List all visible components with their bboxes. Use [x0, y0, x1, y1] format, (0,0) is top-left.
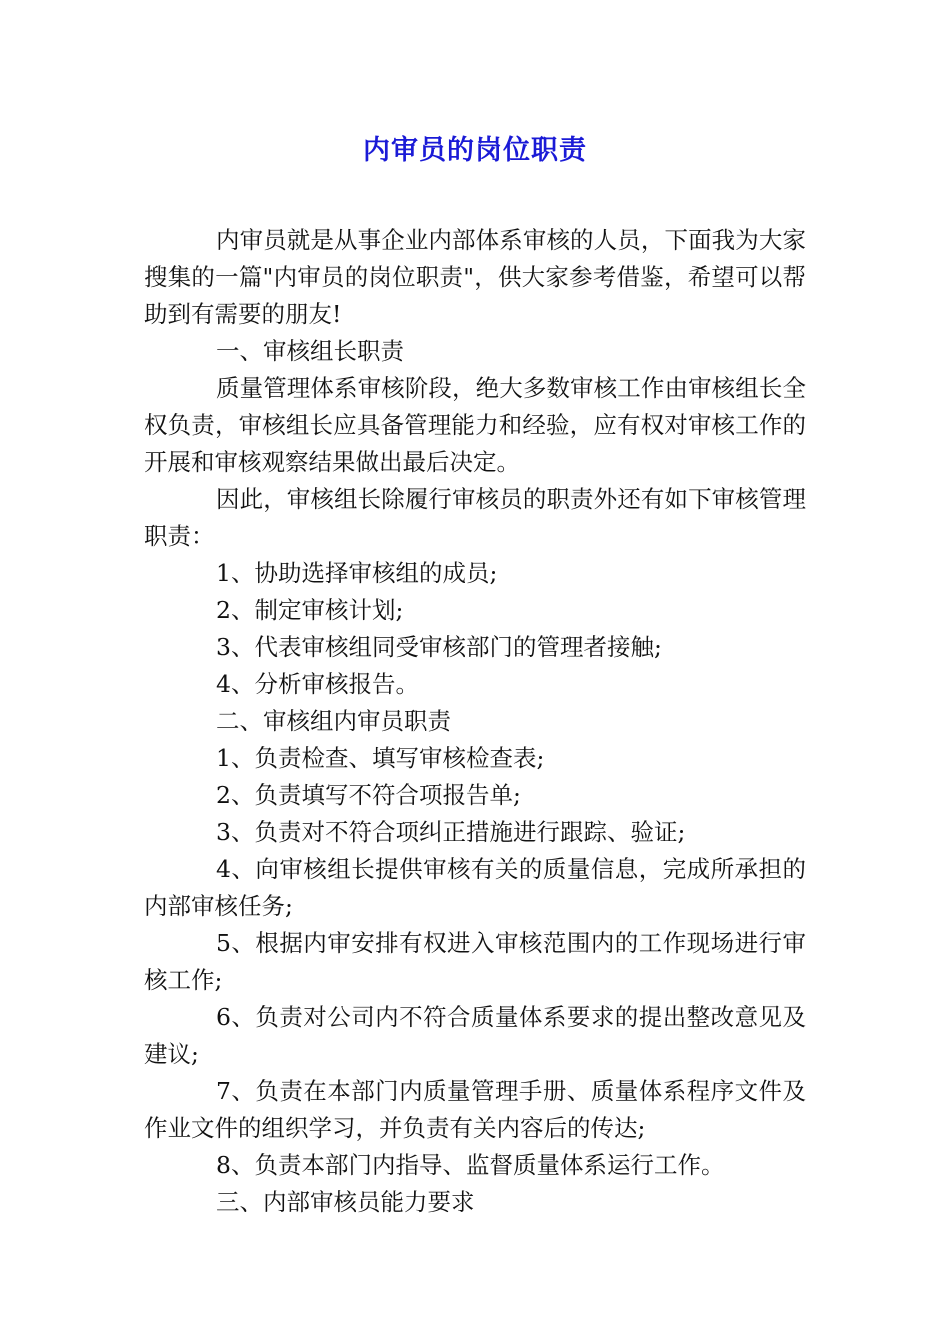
list-item: 2、负责填写不符合项报告单; — [216, 781, 521, 809]
list-item: 1、协助选择审核组的成员; — [216, 559, 498, 587]
document-body — [144, 222, 806, 1221]
list-item: 5、根据内审安排有权进入审核范围内的工作现场进行审核工作; — [144, 929, 806, 994]
list-item: 8、负责本部门内指导、监督质量体系运行工作。 — [216, 1151, 725, 1179]
paragraph: 因此，审核组长除履行审核员的职责外还有如下审核管理职责： — [144, 485, 806, 550]
list-item: 1、负责检查、填写审核检查表; — [216, 744, 545, 772]
list-item: 6、负责对公司内不符合质量体系要求的提出整改意见及建议; — [144, 1003, 806, 1068]
list-item: 3、代表审核组同受审核部门的管理者接触; — [216, 633, 662, 661]
list-item: 3、负责对不符合项纠正措施进行跟踪、验证; — [216, 818, 686, 846]
list-item: 7、负责在本部门内质量管理手册、质量体系程序文件及作业文件的组织学习，并负责有关内容后的传达; — [144, 1077, 806, 1142]
list-item: 4、向审核组长提供审核有关的质量信息，完成所承担的内部审核任务; — [144, 855, 806, 920]
section-heading: 二、审核组内审员职责 — [216, 707, 451, 735]
list-item: 2、制定审核计划; — [216, 596, 404, 624]
paragraph: 内审员就是从事企业内部体系审核的人员，下面我为大家搜集的一篇"内审员的岗位职责"，供大家参考借鉴，希望可以帮助到有需要的朋友! — [144, 226, 806, 328]
section-heading: 一、审核组长职责 — [216, 337, 404, 365]
document-title: 内审员的岗位职责 — [363, 135, 587, 166]
section-heading: 三、内部审核员能力要求 — [216, 1188, 475, 1216]
paragraph: 质量管理体系审核阶段，绝大多数审核工作由审核组长全权负责，审核组长应具备管理能力和经验，应有权对审核工作的开展和审核观察结果做出最后决定。 — [144, 374, 806, 476]
list-item: 4、分析审核报告。 — [216, 670, 419, 698]
